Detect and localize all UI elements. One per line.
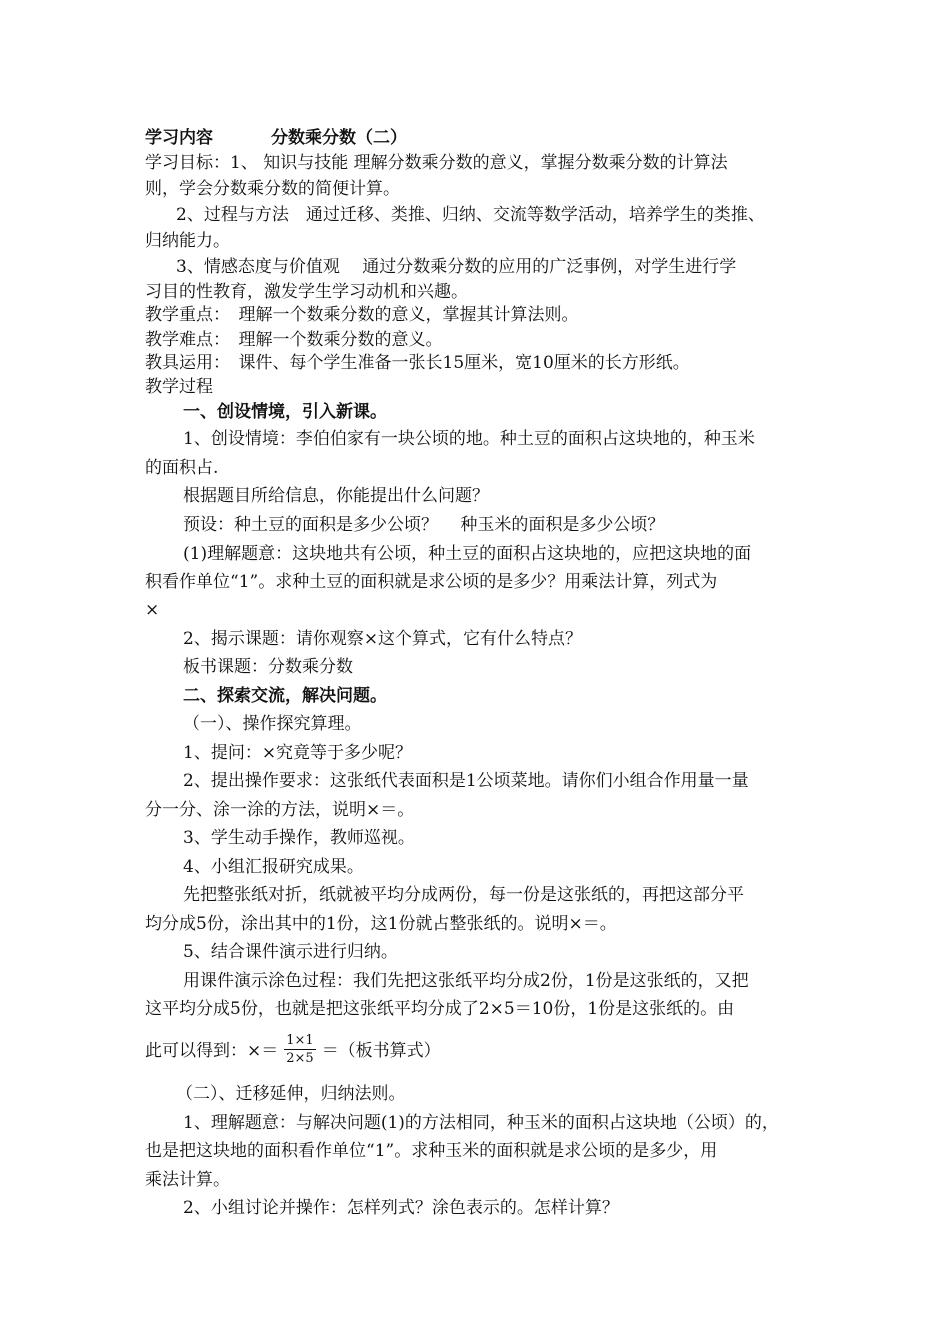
subsection-title: （二）、迁移延伸，归纳法则。 xyxy=(176,1084,406,1104)
paragraph-line: 2、提出操作要求：这张纸代表面积是1公顷菜地。请你们小组合作用量一量 xyxy=(183,771,749,791)
goal-line: 3、情感态度与价值观 通过分数乘分数的应用的广泛事例，对学生进行学 xyxy=(176,257,737,277)
header-title: 分数乘分数（二） xyxy=(271,128,407,148)
goal-line: 2、过程与方法 通过迁移、类推、归纳、交流等数学活动，培养学生的类推、 xyxy=(176,205,765,225)
subsection-title: （一）、操作探究算理。 xyxy=(183,714,362,734)
section-title: 二、探索交流，解决问题。 xyxy=(183,686,387,706)
paragraph-line: 乘法计算。 xyxy=(145,1170,230,1190)
fraction-denominator: 2×5 xyxy=(286,1051,314,1066)
paragraph-line: 积看作单位“1”。求种土豆的面积就是求公顷的是多少？用乘法计算，列式为 xyxy=(145,572,718,592)
key-point: 教学重点： 理解一个数乘分数的意义，掌握其计算法则。 xyxy=(145,305,579,325)
goal-line: 习目的性教育，激发学生学习动机和兴趣。 xyxy=(145,282,468,302)
paragraph-line: 分一分、涂一涂的方法，说明×＝。 xyxy=(145,800,415,820)
paragraph-line: 3、学生动手操作，教师巡视。 xyxy=(183,828,415,848)
paragraph-line: 板书课题：分数乘分数 xyxy=(183,657,353,677)
paragraph-line: 1、创设情境：李伯伯家有一块公顷的地。种土豆的面积占这块地的，种玉米 xyxy=(183,429,755,449)
fraction xyxy=(284,1033,315,1066)
paragraph-line: 预设：种土豆的面积是多少公顷？ 种玉米的面积是多少公顷？ xyxy=(183,515,665,535)
lesson-header xyxy=(145,126,822,150)
formula-suffix: ＝（板书算式） xyxy=(321,1041,441,1061)
paragraph-line: 的面积占. xyxy=(145,458,219,478)
paragraph-line: 2、揭示课题：请你观察×这个算式，它有什么特点？ xyxy=(183,629,583,649)
header-label: 学习内容 xyxy=(145,128,213,148)
difficulty: 教学难点： 理解一个数乘分数的意义。 xyxy=(145,330,443,350)
paragraph-line: × xyxy=(145,600,160,620)
paragraph-line: 这平均分成5份，也就是把这张纸平均分成了2×5＝10份，1份是这张纸的。由 xyxy=(145,999,735,1019)
goal-line: 学习目标：1、 知识与技能 理解分数乘分数的意义，掌握分数乘分数的计算法 xyxy=(145,153,728,173)
paragraph-line: 5、结合课件演示进行归纳。 xyxy=(183,942,398,962)
fraction-numerator: 1×1 xyxy=(286,1033,314,1048)
paragraph-line: 也是把这块地的面积看作单位“1”。求种玉米的面积就是求公顷的是多少，用 xyxy=(145,1141,718,1161)
paragraph-line: 根据题目所给信息，你能提出什么问题？ xyxy=(183,486,489,506)
paragraph-line: (1)理解题意：这块地共有公顷，种土豆的面积占这块地的，应把这块地的面 xyxy=(183,544,752,564)
goal-line: 则，学会分数乘分数的简便计算。 xyxy=(145,179,400,199)
paragraph-line: 均分成5份，涂出其中的1份，这1份就占整张纸的。说明×＝。 xyxy=(145,914,617,934)
paragraph-line: 1、提问：×究竟等于多少呢？ xyxy=(183,743,413,763)
section-title: 一、创设情境，引入新课。 xyxy=(183,402,387,422)
paragraph-line: 4、小组汇报研究成果。 xyxy=(183,857,364,877)
paragraph-line: 先把整张纸对折，纸就被平均分成两份，每一份是这张纸的，再把这部分平 xyxy=(183,885,744,905)
paragraph-line: 1、理解题意：与解决问题(1)的方法相同，种玉米的面积占这块地（公顷）的， xyxy=(183,1113,779,1133)
formula-prefix: 此可以得到：×＝ xyxy=(145,1041,279,1061)
process-heading: 教学过程 xyxy=(145,377,213,397)
goal-line: 归纳能力。 xyxy=(145,231,230,251)
formula-line xyxy=(145,1032,822,1070)
paragraph-line: 2、小组讨论并操作：怎样列式？涂色表示的。怎样计算？ xyxy=(183,1198,619,1218)
tools: 教具运用： 课件、每个学生准备一张长15厘米，宽10厘米的长方形纸。 xyxy=(145,353,690,373)
paragraph-line: 用课件演示涂色过程：我们先把这张纸平均分成2份，1份是这张纸的，又把 xyxy=(183,971,749,991)
